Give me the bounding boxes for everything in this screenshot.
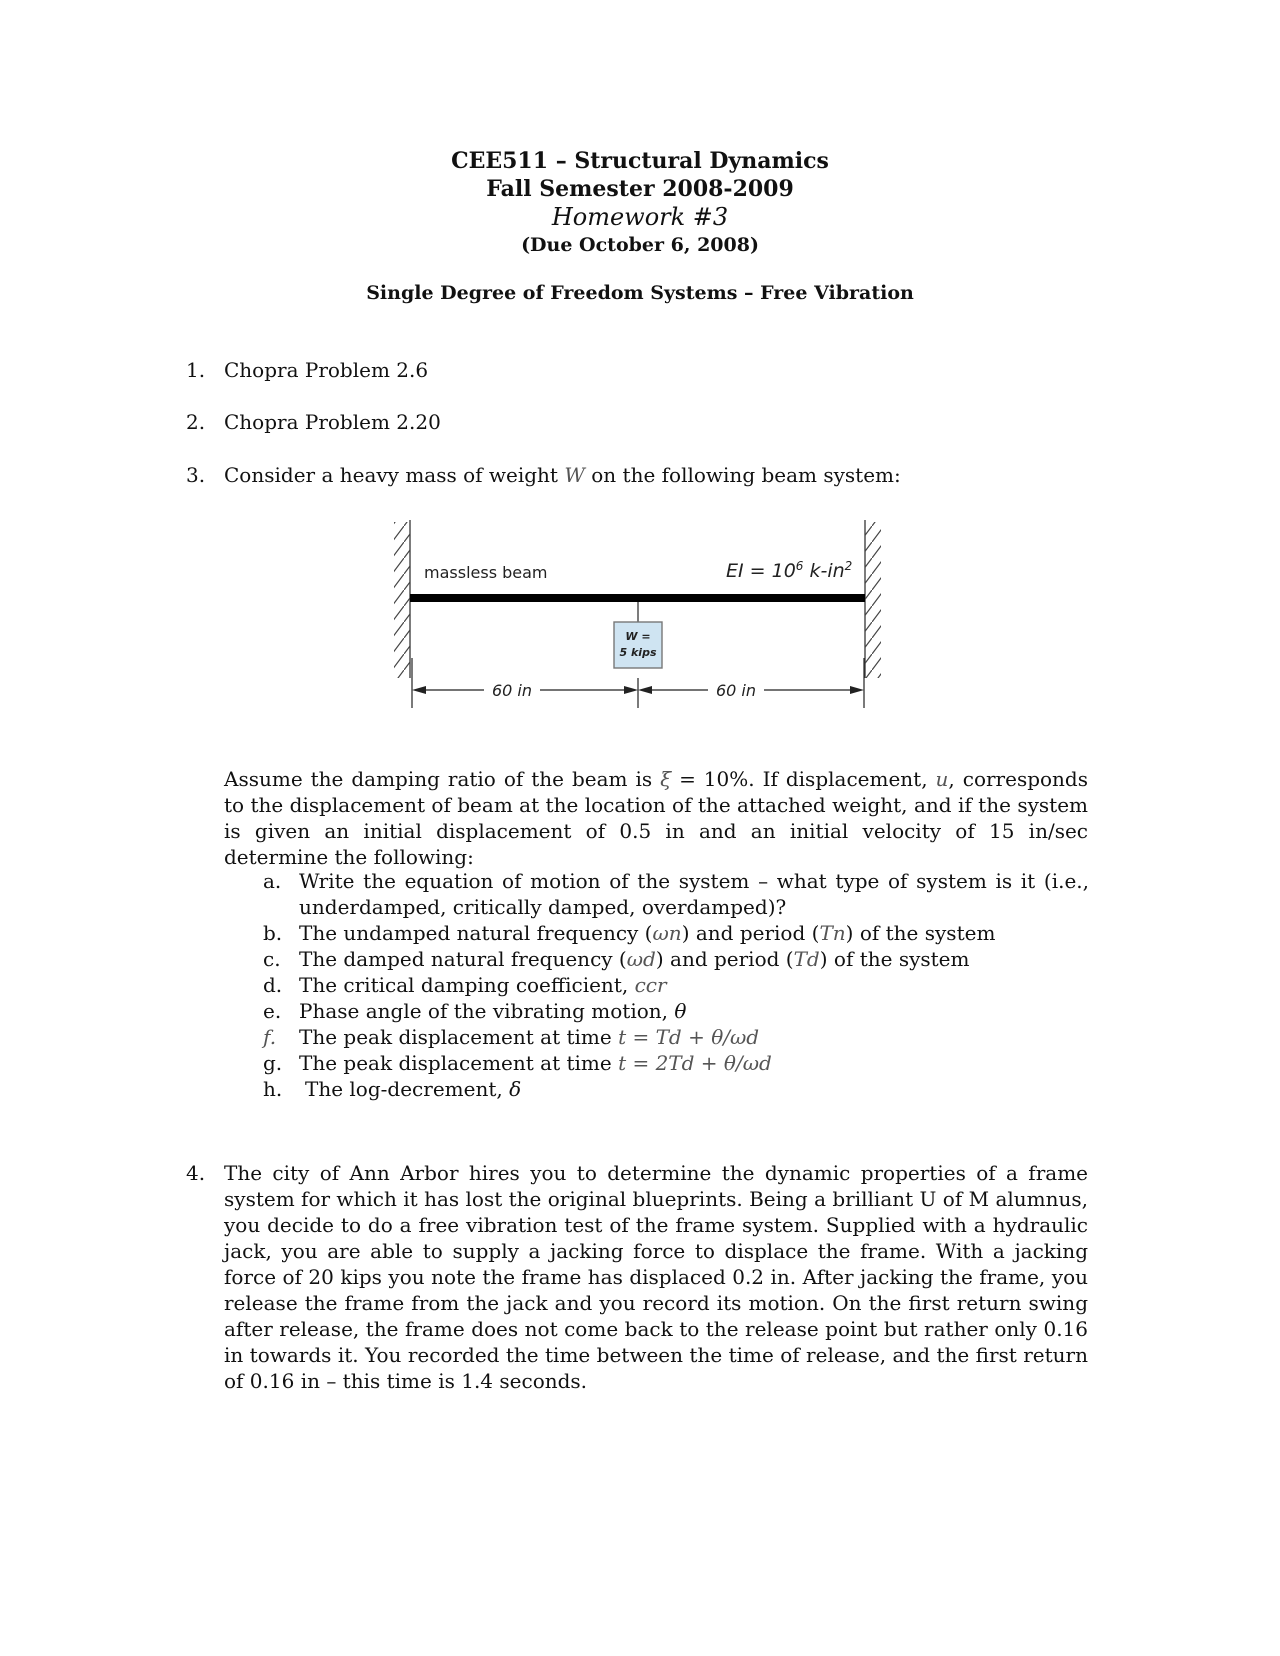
subitem-label: c. xyxy=(263,947,281,971)
problem-3-paragraph xyxy=(224,766,1088,870)
subitem-label: d. xyxy=(263,973,283,997)
subitem-label: h. xyxy=(263,1077,283,1101)
problem-number: 2. xyxy=(186,410,206,434)
problem-text: Chopra Problem 2.20 xyxy=(224,410,441,434)
text-segment: on the following beam system: xyxy=(584,463,901,487)
text-segment: = 10%. If displacement, xyxy=(671,767,936,791)
subitem-label: f. xyxy=(263,1025,277,1049)
subitem-label: e. xyxy=(263,999,282,1023)
problem-number: 4. xyxy=(186,1161,206,1185)
left-span-dimension: 60 in xyxy=(491,681,533,700)
displacement-symbol: u xyxy=(935,767,949,791)
subitem-text: Phase angle of the vibrating motion, θ xyxy=(299,999,687,1023)
stiffness-label: EI = $10^6$ $k-in^2$ xyxy=(726,559,853,582)
weight-box xyxy=(614,622,662,668)
weight-label-line1: W = xyxy=(625,630,651,643)
subitem-label: b. xyxy=(263,921,283,945)
subitem-label: a. xyxy=(263,869,282,893)
damping-ratio-symbol: ξ xyxy=(660,767,672,791)
semester: Fall Semester 2008-2009 xyxy=(486,176,794,202)
right-fixed-support xyxy=(865,520,881,678)
subitem-text: The peak displacement at time t = Td + θ/ωd xyxy=(299,1025,760,1049)
problem-number: 1. xyxy=(186,358,206,382)
left-fixed-support xyxy=(394,520,410,678)
subitem-label: g. xyxy=(263,1051,283,1075)
course-title: CEE511 – Structural Dynamics xyxy=(451,148,829,174)
beam-label: massless beam xyxy=(424,563,548,582)
text-segment: Consider a heavy mass of weight xyxy=(224,463,565,487)
right-span-dimension: 60 in xyxy=(715,681,757,700)
subitem-text: The peak displacement at time t = 2Td + θ/ωd xyxy=(299,1051,772,1075)
due-date: (Due October 6, 2008) xyxy=(521,234,759,256)
weight-label-line2: 5 kips xyxy=(619,646,657,659)
text-segment: , corresponds to the displacement of beam at the location of the attached weight, and if the system is given an initial displacement of 0.5 in and an initial velocity of 15 in/sec determine the following: xyxy=(224,767,1089,869)
topic-heading: Single Degree of Freedom Systems – Free Vibration xyxy=(366,282,914,304)
problem-number: 3. xyxy=(186,463,206,487)
subitem-text: The log-decrement, δ xyxy=(305,1077,522,1101)
subitem-text: Write the equation of motion of the system – what type of system is it (i.e., underdamped, critically damped, overdamped)? xyxy=(299,869,1089,919)
problem-text: Chopra Problem 2.6 xyxy=(224,358,429,382)
subitem-text: The critical damping coefficient, ccr xyxy=(299,973,667,997)
subitem-text: The damped natural frequency (ωd) and period (Td) of the system xyxy=(299,947,970,971)
problem-text xyxy=(224,463,901,487)
beam-diagram xyxy=(380,510,900,730)
weight-variable: W xyxy=(564,463,585,487)
homework-title: Homework #3 xyxy=(551,203,729,231)
subitem-text: The undamped natural frequency (ωn) and period (Tn) of the system xyxy=(299,921,996,945)
massless-beam xyxy=(410,594,865,602)
problem-4-paragraph: The city of Ann Arbor hires you to determine the dynamic properties of a frame system for which it has lost the original blueprints. Being a brilliant U of M alumnus, you decide to do a free vibration test of the frame system. Supplied with a hydraulic jack, you are able to supply a jacking force to displace the frame. With a jacking force of 20 kips you note the frame has displaced 0.2 in. After jacking the frame, you release the frame from the jack and you record its motion. On the first return swing after release, the frame does not come back to the release point but rather only 0.16 in towards it. You recorded the time between the time of release, and the first return of 0.16 in – this time is 1.4 seconds. xyxy=(224,1161,1088,1393)
text-segment: Assume the damping ratio of the beam is xyxy=(224,767,661,791)
